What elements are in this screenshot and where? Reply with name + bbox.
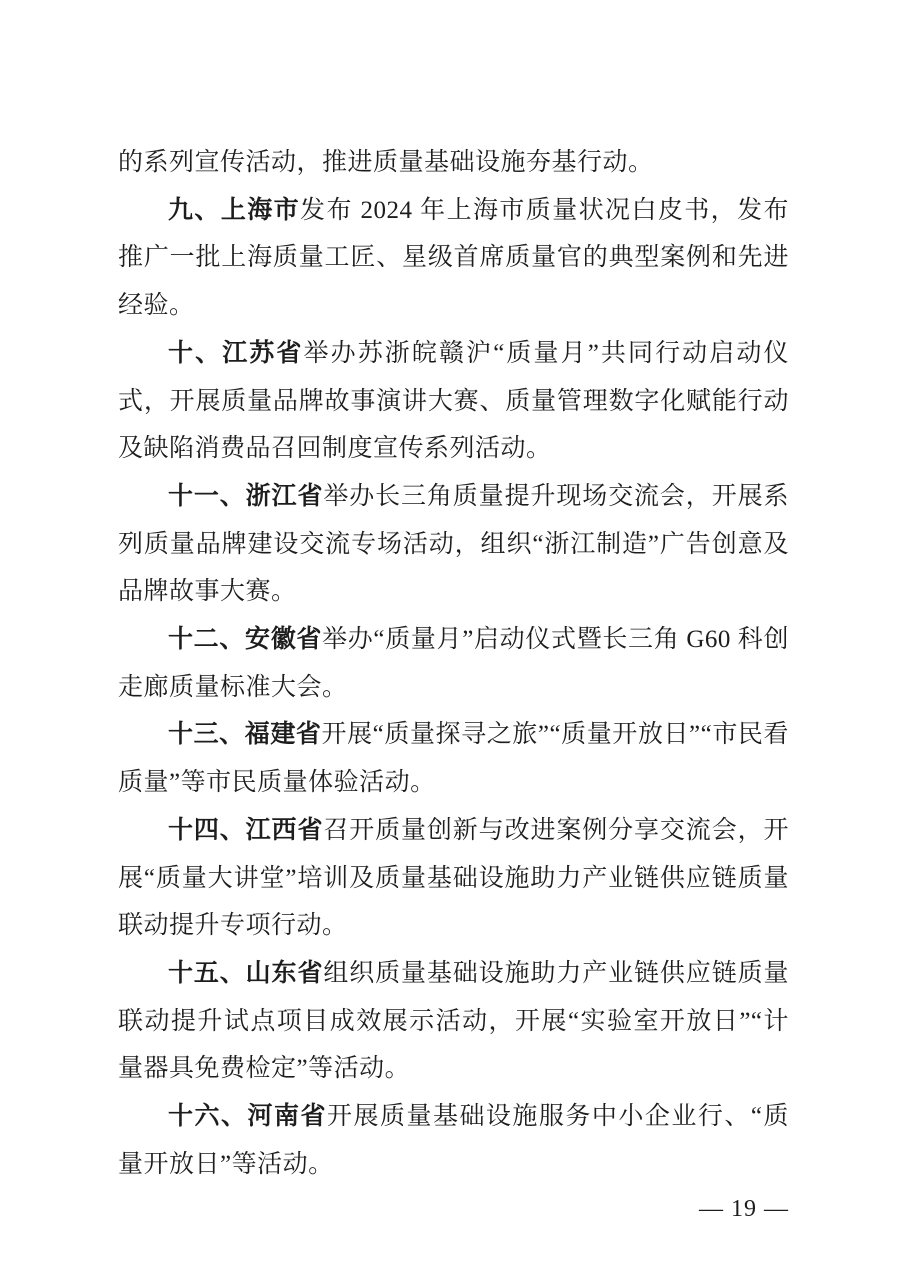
item-prefix: 十五、山东省 (168, 958, 324, 987)
paragraph-text: 发布 2024 年上海市质量状况白皮书，发布推广一批上海质量工匠、星级首席质量官的典型案例和先进经验。 (118, 196, 789, 320)
item-prefix: 十三、福建省 (168, 720, 322, 749)
item-prefix: 十四、江西省 (168, 815, 324, 844)
item-prefix: 九、上海市 (168, 195, 301, 224)
paragraph-text: 召开质量创新与改进案例分享交流会，开展“质量大讲堂”培训及质量基础设施助力产业链供应链质量联动提升专项行动。 (118, 816, 789, 940)
paragraph-text: 开展“质量探寻之旅”“质量开放日”“市民看质量”等市民质量体验活动。 (118, 721, 789, 797)
paragraph-item-16 (118, 1093, 789, 1188)
item-prefix: 十一、浙江省 (168, 481, 324, 510)
paragraph-text: 举办苏浙皖赣沪“质量月”共同行动启动仪式，开展质量品牌故事演讲大赛、质量管理数字化赋能行动及缺陷消费品召回制度宣传系列活动。 (118, 339, 789, 463)
paragraph-item-12 (118, 616, 789, 711)
page-number: — 19 — (699, 1196, 789, 1223)
paragraph-item-10 (118, 330, 789, 473)
paragraph-item-13 (118, 711, 789, 806)
paragraph-continuation (118, 139, 789, 187)
paragraph-item-9 (118, 187, 789, 330)
paragraph-text: 开展质量基础设施服务中小企业行、“质量开放日”等活动。 (118, 1103, 789, 1178)
paragraph-item-14 (118, 807, 789, 950)
paragraph-item-15 (118, 950, 789, 1093)
item-prefix: 十、江苏省 (168, 338, 304, 367)
paragraph-text: 组织质量基础设施助力产业链供应链质量联动提升试点项目成效展示活动，开展“实验室开放日”“计量器具免费检定”等活动。 (118, 959, 789, 1083)
paragraph-text: 举办“质量月”启动仪式暨长三角 G60 科创走廊质量标准大会。 (118, 626, 789, 701)
document-content (118, 139, 789, 1224)
item-prefix: 十二、安徽省 (168, 625, 323, 654)
item-prefix: 十六、河南省 (168, 1102, 327, 1131)
paragraph-text: 的系列宣传活动，推进质量基础设施夯基行动。 (118, 149, 654, 176)
paragraph-text: 举办长三角质量提升现场交流会，开展系列质量品牌建设交流专场活动，组织“浙江制造”广告创意及品牌故事大赛。 (118, 482, 789, 606)
paragraph-item-11 (118, 473, 789, 616)
